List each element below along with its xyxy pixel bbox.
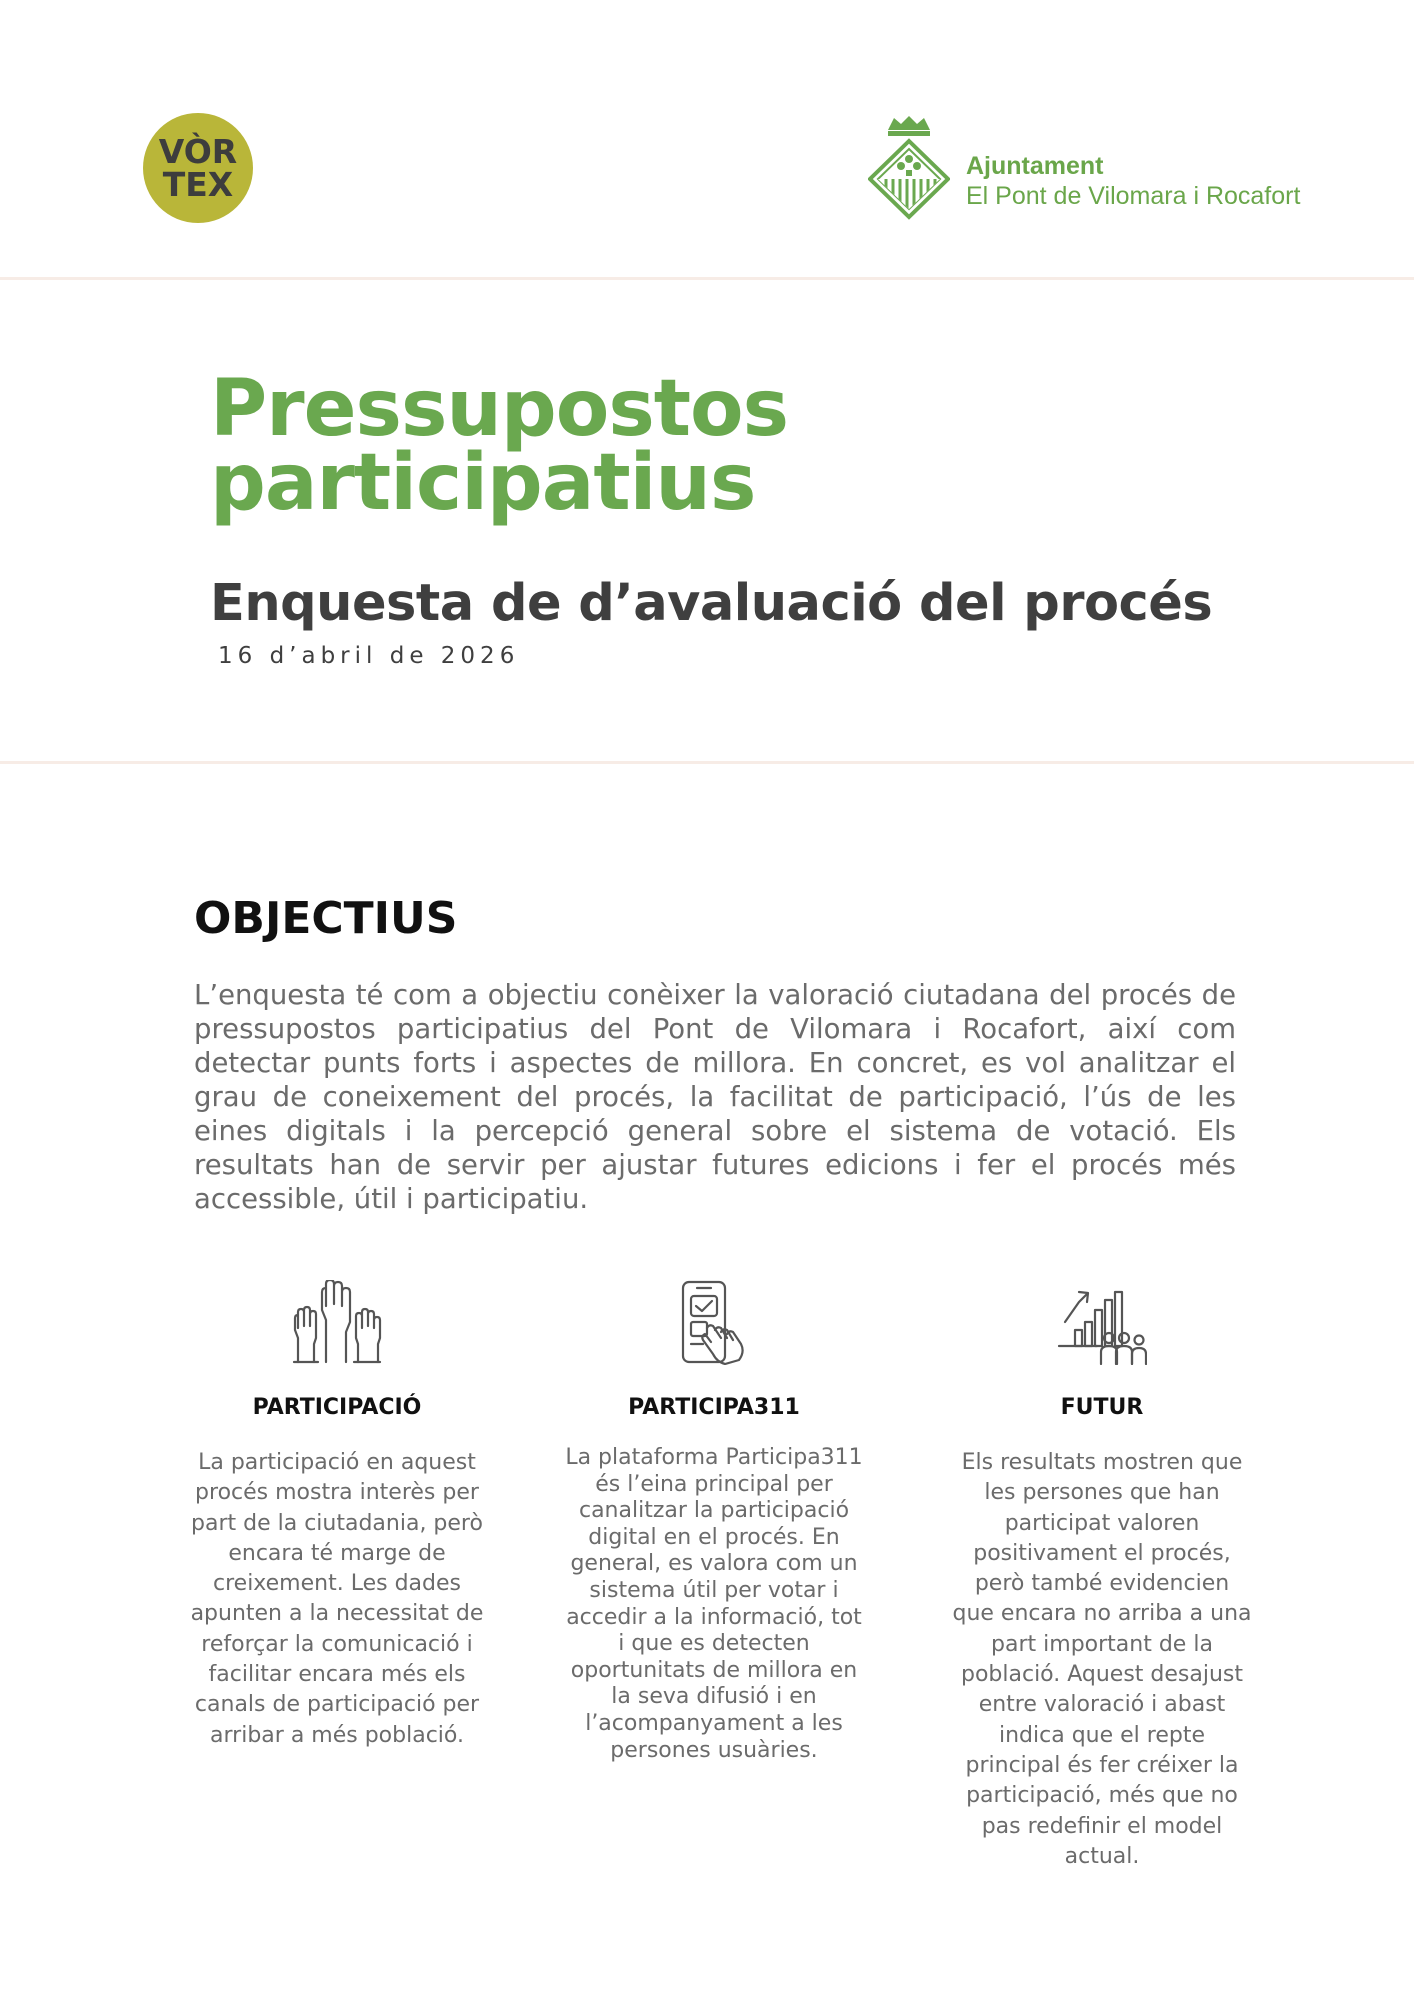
text-line: La participació en aquest — [198, 1450, 476, 1475]
ajuntament-label: Ajuntament — [966, 152, 1104, 180]
municipality-name: El Pont de Vilomara i Rocafort — [966, 182, 1301, 210]
text-line: digital en el procés. En — [588, 1524, 840, 1550]
header-divider — [0, 277, 1414, 280]
objectius-heading: OBJECTIUS — [194, 893, 458, 944]
page-header — [0, 0, 1414, 278]
text-line: població. Aquest desajust — [960, 1662, 1244, 1688]
text-line: general, es valora com un — [570, 1551, 858, 1577]
text-line: part de la ciutadania, però — [191, 1510, 483, 1536]
column-participacio — [177, 1280, 497, 1751]
ajuntament-logo — [868, 114, 1308, 224]
text-line: i que es detecten — [618, 1631, 810, 1657]
page-title-line1: Pressupostos — [210, 364, 789, 454]
coat-of-arms-icon — [868, 114, 950, 224]
text-line: canals de participació per — [194, 1692, 480, 1718]
objectius-text: L’enquesta té com a objectiu conèixer la valoració ciutadana del procés de pressupostos participatius del Pont de Vilomara i Rocafort, així com detectar punts forts i aspectes de millora. En concret, es vol analitzar el grau de coneixement del procés, la facilitat de participació, l’ús de les eines digitals i la percepció general sobre el sistema de votació. Els resultats han de servir per ajustar futures edicions i fer el procés més accessible, útil i participatiu. — [194, 979, 1236, 1215]
column-text-participacio — [177, 1448, 497, 1751]
text-line: apunten a la necessitat de — [190, 1601, 484, 1627]
text-line: que encara no arriba a una — [952, 1601, 1252, 1627]
text-line: entre valoració i abast — [978, 1692, 1226, 1718]
column-title-participa311: PARTICIPA311 — [628, 1395, 800, 1420]
text-line: pas redefinir el model — [981, 1813, 1223, 1839]
text-line: arribar a més població. — [210, 1722, 464, 1748]
text-line: les persones que han — [984, 1480, 1220, 1506]
phone-tap-icon — [554, 1280, 874, 1365]
text-line: principal és fer créixer la — [965, 1752, 1239, 1778]
text-line: encara té marge de — [228, 1540, 446, 1566]
text-line: part important de la — [991, 1631, 1213, 1657]
page-title-line2: participatius — [210, 438, 756, 528]
text-line: sistema útil per votar i — [589, 1577, 839, 1603]
column-text-futur — [942, 1448, 1262, 1872]
text-line: indica que el repte — [998, 1722, 1205, 1748]
document-date: 16 d’abril de 2026 — [218, 643, 520, 669]
growth-people-icon — [942, 1280, 1262, 1365]
vortex-logo-line2: TEX — [162, 165, 234, 204]
text-line: canalitzar la participació — [578, 1498, 850, 1524]
text-line: és l’eina principal per — [595, 1471, 833, 1497]
column-text-participa311 — [554, 1445, 874, 1764]
column-participa311 — [554, 1280, 874, 1764]
column-title-participacio: PARTICIPACIÓ — [252, 1395, 422, 1420]
text-line: persones usuàries. — [610, 1737, 818, 1763]
text-line: l’acompanyament a les — [585, 1710, 843, 1736]
text-line: Els resultats mostren que — [961, 1450, 1243, 1475]
text-line: participació, més que no — [966, 1783, 1238, 1809]
vortex-logo-line1: VÒR — [158, 132, 238, 171]
page-subtitle: Enquesta de d’avaluació del procés — [210, 574, 1213, 633]
column-futur — [942, 1280, 1262, 1872]
text-line: accedir a la informació, tot — [566, 1604, 862, 1630]
text-line: però també evidencien — [974, 1571, 1230, 1597]
text-line: facilitar encara més els — [208, 1662, 466, 1688]
text-line: actual. — [1064, 1843, 1140, 1869]
vortex-logo — [143, 113, 253, 223]
text-line: oportunitats de millora en — [570, 1657, 858, 1683]
text-line: La plataforma Participa311 — [565, 1445, 863, 1470]
text-line: participat valoren — [1004, 1510, 1200, 1536]
page-title — [210, 364, 789, 528]
text-line: positivament el procés, — [973, 1540, 1231, 1566]
raised-hands-icon — [177, 1280, 497, 1365]
title-divider — [0, 761, 1414, 764]
text-line: creixement. Les dades — [213, 1571, 461, 1597]
text-line: procés mostra interès per — [195, 1480, 479, 1506]
text-line: la seva difusió i en — [611, 1684, 817, 1710]
column-title-futur: FUTUR — [1060, 1395, 1144, 1420]
text-line: reforçar la comunicació i — [201, 1631, 473, 1657]
